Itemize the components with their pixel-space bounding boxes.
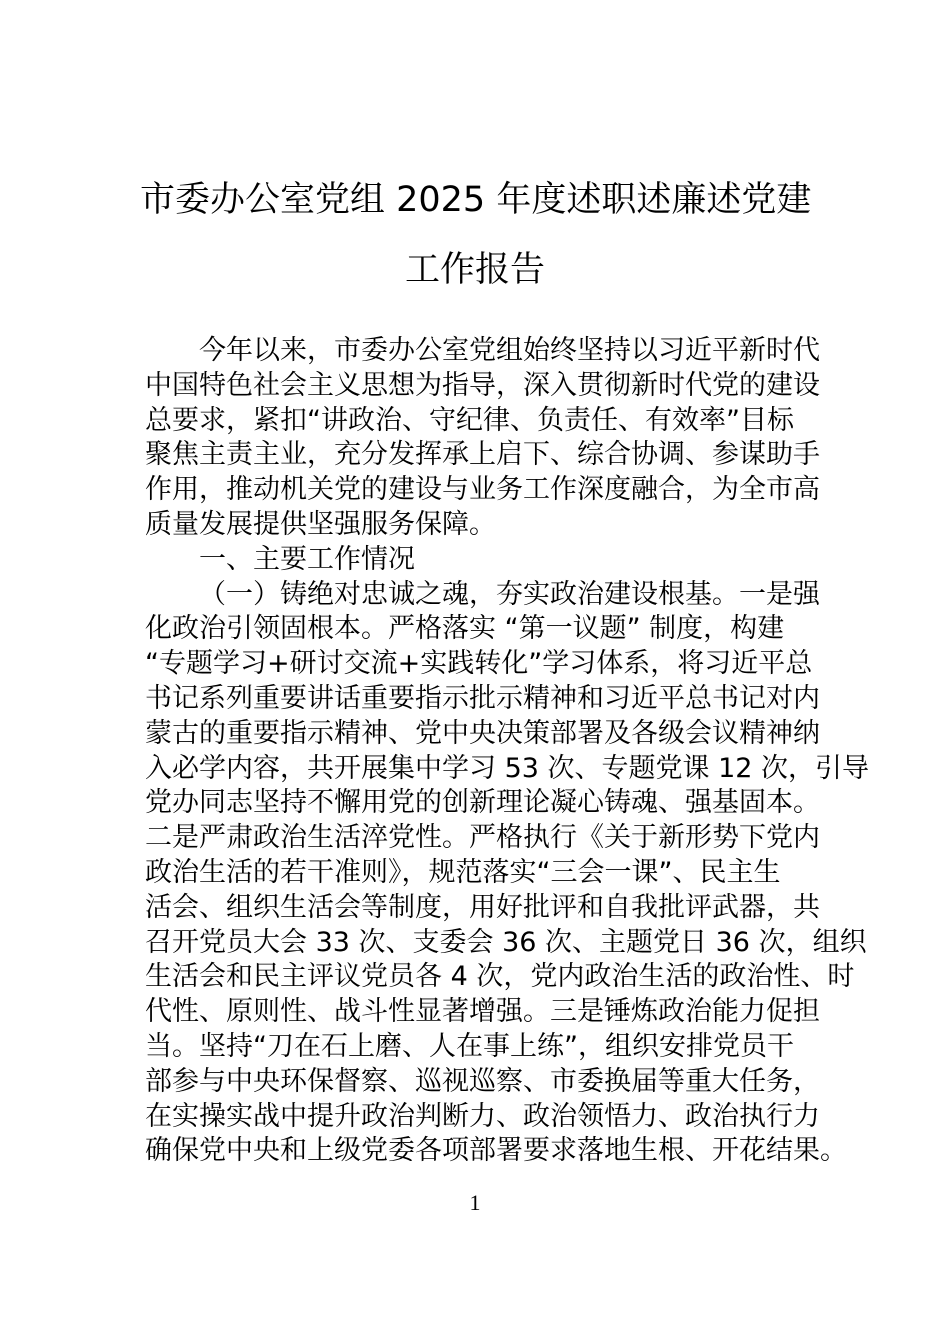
body-line: 活会、组织生活会等制度，用好批评和自我批评武器，共 xyxy=(145,891,820,923)
body-line: “专题学习+研讨交流+实践转化”学习体系，将习近平总 xyxy=(145,648,813,680)
body-line: 当。坚持“刀在石上磨、人在事上练”，组织安排党员干 xyxy=(145,1030,794,1062)
document-title-line-2: 工作报告 xyxy=(404,250,545,290)
body-line: 作用，推动机关党的建设与业务工作深度融合，为全市高 xyxy=(145,474,820,506)
body-line: 中国特色社会主义思想为指导，深入贯彻新时代党的建设 xyxy=(145,369,820,401)
body-line: 今年以来，市委办公室党组始终坚持以习近平新时代 xyxy=(199,335,820,366)
body-line: 部参与中央环保督察、巡视巡察、市委换届等重大任务， xyxy=(145,1065,820,1097)
body-line: 蒙古的重要指示精神、党中央决策部署及各级会议精神纳 xyxy=(145,717,820,749)
body-line: 质量发展提供坚强服务保障。 xyxy=(145,508,496,540)
body-line: 书记系列重要讲话重要指示批示精神和习近平总书记对内 xyxy=(145,682,820,714)
page-number: 1 xyxy=(469,1190,481,1215)
document-title-line-1: 市委办公室党组 2025 年度述职述廉述党建 xyxy=(140,180,812,220)
body-line: 确保党中央和上级党委各项部署要求落地生根、开花结果。 xyxy=(145,1135,847,1167)
body-line: 聚焦主责主业，充分发挥承上启下、综合协调、参谋助手 xyxy=(145,439,820,471)
body-line: 代性、原则性、战斗性显著增强。三是锤炼政治能力促担 xyxy=(145,996,820,1028)
body-line: 召开党员大会 33 次、支委会 36 次、主题党日 36 次，组织 xyxy=(145,926,867,958)
body-line: 二是严肃政治生活淬党性。严格执行《关于新形势下党内 xyxy=(145,822,820,854)
body-line: （一）铸绝对忠诚之魂，夯实政治建设根基。一是强 xyxy=(199,578,820,610)
section-heading: 一、主要工作情况 xyxy=(199,543,415,575)
document-body xyxy=(145,334,870,1169)
body-line: 化政治引领固根本。严格落实 “第一议题” 制度，构建 xyxy=(145,613,785,645)
body-line: 在实操实战中提升政治判断力、政治领悟力、政治执行力 xyxy=(145,1100,820,1132)
body-line: 生活会和民主评议党员各 4 次，党内政治生活的政治性、时 xyxy=(145,961,855,993)
body-line: 总要求，紧扣“讲政治、守纪律、负责任、有效率”目标 xyxy=(145,404,794,436)
body-line: 党办同志坚持不懈用党的创新理论凝心铸魂、强基固本。 xyxy=(145,787,820,819)
body-line: 政治生活的若干准则》，规范落实“三会一课”、民主生 xyxy=(145,856,781,888)
body-line: 入必学内容，共开展集中学习 53 次、专题党课 12 次，引导 xyxy=(145,752,870,784)
